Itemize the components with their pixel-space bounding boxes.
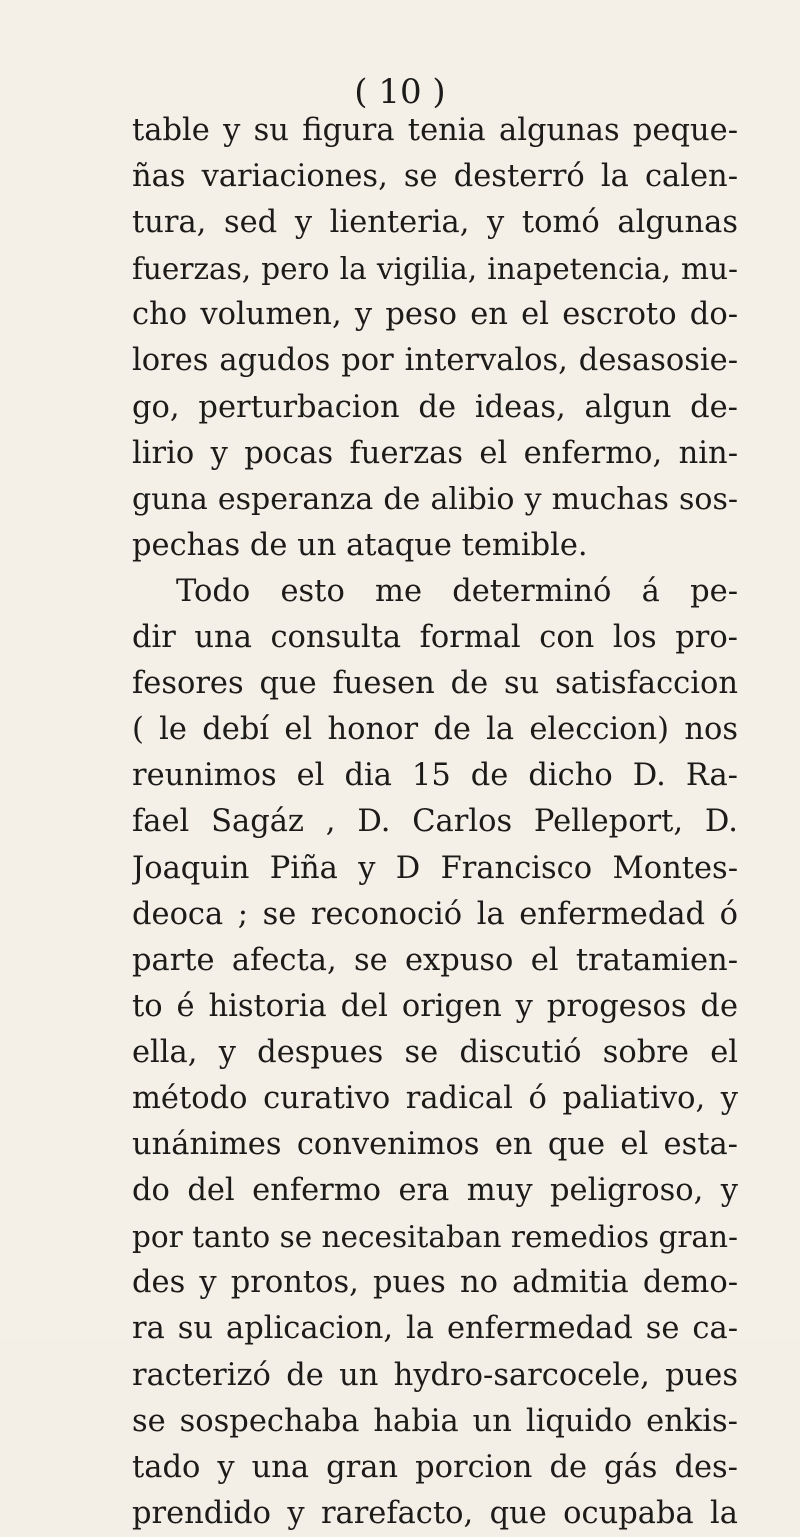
text-line: go, perturbacion de ideas, algun de- — [132, 389, 738, 425]
page-number: ( 10 ) — [354, 72, 446, 112]
text-line: ñas variaciones, se desterró la calen- — [132, 159, 738, 195]
text-line: se sospechaba habia un liquido enkis- — [132, 1403, 738, 1439]
text-line: prendido y rarefacto, que ocupaba la — [132, 1495, 738, 1531]
text-line: parte afecta, se expuso el tratamien- — [132, 942, 738, 978]
text-line: tura, sed y lienteria, y tomó algunas — [132, 205, 738, 241]
text-line: fuerzas, pero la vigilia, inapetencia, mu- — [132, 252, 738, 287]
text-line: to é historia del origen y progesos de — [132, 988, 738, 1024]
text-line: cho volumen, y peso en el escroto do- — [132, 297, 738, 333]
text-line: racterizó de un hydro-sarcocele, pues — [132, 1357, 738, 1393]
text-line: lirio y pocas fuerzas el enfermo, nin- — [132, 435, 738, 471]
text-line: ella, y despues se discutió sobre el — [132, 1034, 738, 1070]
paragraph-end-line: pechas de un ataque temible. — [132, 527, 588, 563]
text-line: reunimos el dia 15 de dicho D. Ra- — [132, 758, 738, 794]
text-line: lores agudos por intervalos, desasosie- — [132, 343, 738, 379]
text-line: do del enfermo era muy peligroso, y — [132, 1173, 738, 1209]
text-line: table y su figura tenia algunas peque- — [132, 113, 738, 148]
text-line: método curativo radical ó paliativo, y — [132, 1080, 738, 1116]
text-line: dir una consulta formal con los pro- — [132, 620, 738, 656]
text-line: des y prontos, pues no admitia demo- — [132, 1265, 738, 1301]
text-line: deoca ; se reconoció la enfermedad ó — [132, 896, 738, 932]
text-line: guna esperanza de alibio y muchas sos- — [132, 481, 738, 517]
body-text — [132, 108, 738, 1537]
text-line: por tanto se necesitaban remedios gran- — [132, 1220, 738, 1255]
text-line: tado y una gran porcion de gás des- — [132, 1449, 738, 1485]
text-line: unánimes convenimos en que el esta- — [132, 1127, 738, 1163]
text-line: Joaquin Piña y D Francisco Montes- — [132, 850, 738, 886]
text-line: fesores que fuesen de su satisfaccion — [132, 666, 738, 702]
text-line: fael Sagáz , D. Carlos Pelleport, D. — [132, 804, 738, 840]
text-line: ra su aplicacion, la enfermedad se ca- — [132, 1311, 738, 1347]
paragraph-start-line: Todo esto me determinó á pe- — [176, 573, 738, 609]
text-line: ( le debí el honor de la eleccion) nos — [132, 712, 738, 748]
